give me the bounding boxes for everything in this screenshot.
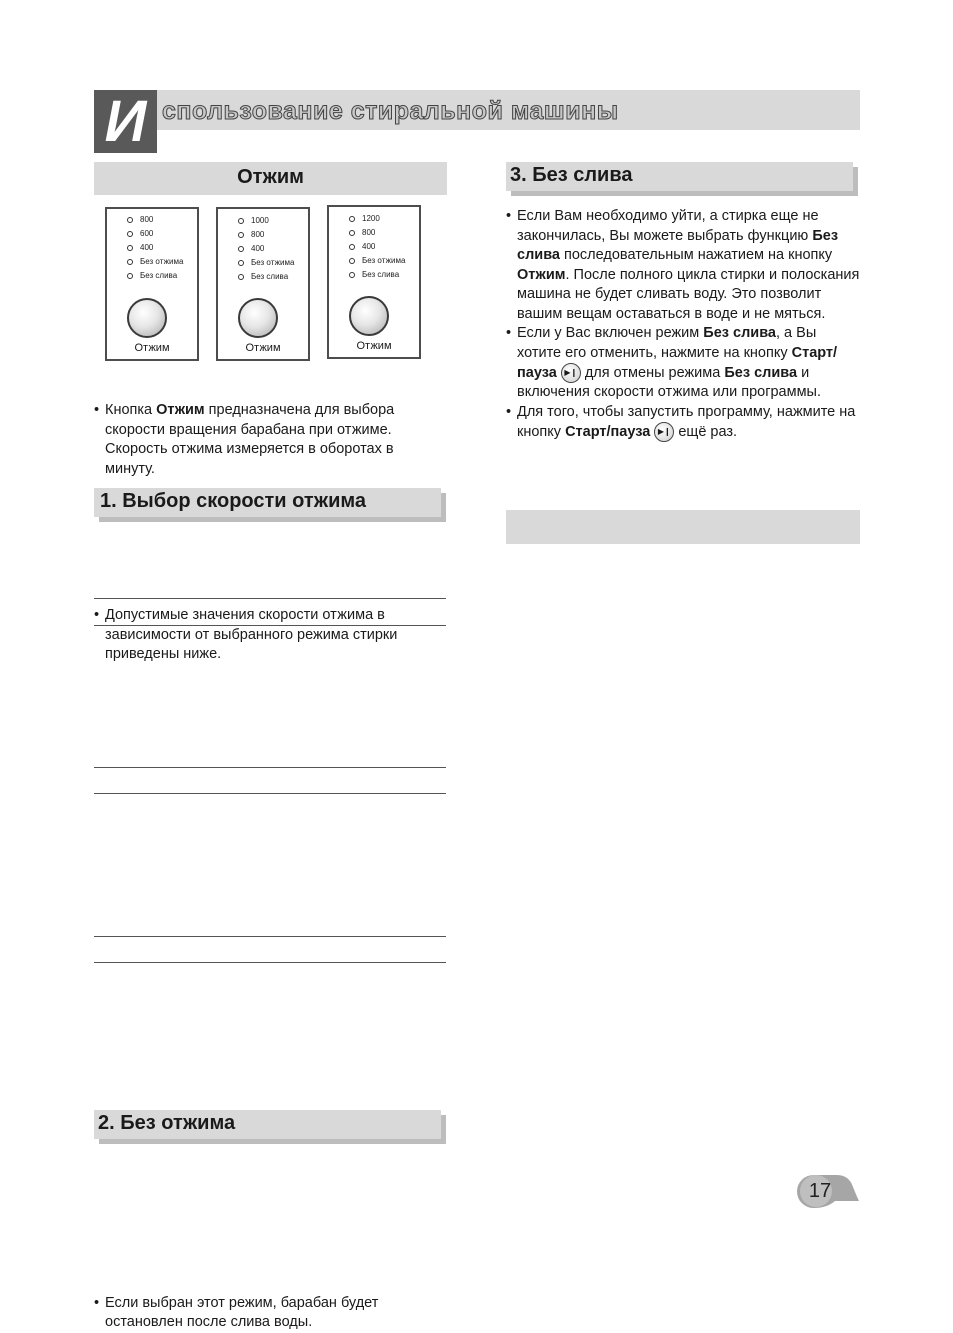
spin-knob-button [349,296,389,336]
spin-knob-button [238,298,278,338]
speed-section-title: 1. Выбор скорости отжима [100,490,367,512]
table-rule [94,962,446,963]
led-indicator-icon [127,217,133,223]
spin-option: Без слива [238,272,288,281]
led-indicator-icon [127,231,133,237]
spin-option: 800 [238,230,264,239]
spin-option: 800 [127,215,153,224]
blank-gray-bar [506,510,860,544]
led-indicator-icon [238,218,244,224]
spin-option: 1200 [349,214,380,223]
led-indicator-icon [238,274,244,280]
spin-panel-1 [105,207,199,361]
no-drain-section-title: 3. Без слива [510,164,633,186]
no-spin-section-title: 2. Без отжима [98,1112,236,1134]
led-indicator-icon [349,244,355,250]
header-initial-letter: И [94,90,157,153]
table-rule [94,625,446,626]
spin-section-title: Отжим [237,166,304,188]
no-drain-bullet-1: • Если Вам необходимо уйти, а стирка еще не закончилась, Вы можете выбрать функцию Без слива последовательным нажатием на кнопку Отжим. После полного цикла стирки и полоскания машина не будет сливать воду. Это позволит вашим вещам оставаться в воде и не мяться. [506,207,862,324]
led-indicator-icon [238,232,244,238]
led-indicator-icon [127,259,133,265]
page-number: 17 [808,1180,832,1202]
knob-label: Отжим [245,342,281,354]
led-indicator-icon [127,273,133,279]
spin-option: 400 [127,243,153,252]
no-drain-bullet-2: • Если у Вас включен режим Без слива, а Вы хотите его отменить, нажмите на кнопку Старт/пауза ▶❙ для отмены режима Без слива и включения скорости отжима или программы. [506,324,862,403]
page-header-title: спользование стиральной машины [162,97,619,125]
knob-label: Отжим [134,342,170,354]
table-rule [94,936,446,937]
led-indicator-icon [349,272,355,278]
spin-knob-button [127,298,167,338]
spin-option: 800 [349,228,375,237]
led-indicator-icon [349,230,355,236]
play-pause-icon: ▶❙ [561,363,581,383]
spin-option: Без отжима [349,256,405,265]
spin-option: 400 [238,244,264,253]
no-drain-section-body [506,207,862,443]
speed-section-text: • Допустимые значения скорости отжима в зависимости от выбранного режима стирки приведены ниже. [94,606,460,665]
led-indicator-icon [127,245,133,251]
table-rule [94,793,446,794]
spin-option: Без отжима [238,258,294,267]
play-pause-icon: ▶❙ [654,422,674,442]
led-indicator-icon [349,216,355,222]
table-rule [94,598,446,599]
spin-option: 600 [127,229,153,238]
knob-label: Отжим [356,340,392,352]
spin-option: Без слива [127,271,177,280]
spin-panel-3 [327,205,421,359]
spin-option: Без отжима [127,257,183,266]
led-indicator-icon [238,246,244,252]
spin-option: Без слива [349,270,399,279]
spin-panel-2 [216,207,310,361]
no-drain-bullet-3: • Для того, чтобы запустить программу, нажмите на кнопку Старт/пауза ▶❙ ещё раз. [506,403,862,443]
spin-intro-text: • Кнопка Отжим предназначена для выбора скорости вращения барабана при отжиме. Скорость отжима измеряется в оборотах в минуту. [94,401,445,479]
no-spin-section-text: • Если выбран этот режим, барабан будет остановлен после слива воды. [94,1294,415,1333]
table-rule [94,767,446,768]
spin-option: 1000 [238,216,269,225]
spin-option: 400 [349,242,375,251]
led-indicator-icon [238,260,244,266]
led-indicator-icon [349,258,355,264]
